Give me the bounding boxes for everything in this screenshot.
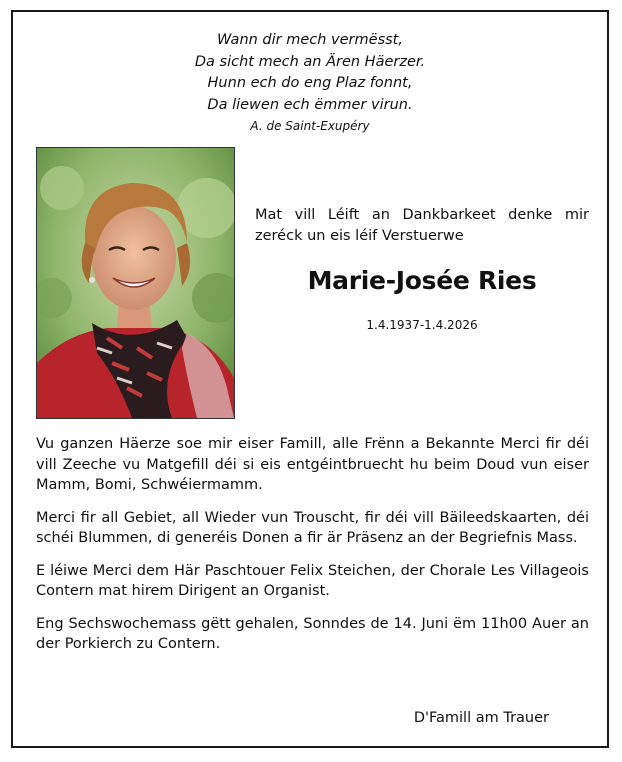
paragraph: Merci fir all Gebiet, all Wieder vun Trouscht, fir déi vill Bäileedskaarten, déi schéi Blummen, di generéis Donen a fir är Präsenz an der Begriefnis Mass. (36, 509, 589, 546)
paragraph: Eng Sechswochemass gëtt gehalen, Sonndes de 14. Juni ëm 11h00 Auer an der Porkierch zu Contern. (36, 615, 589, 652)
deceased-name: Marie-Josée Ries (307, 266, 537, 295)
life-dates: 1.4.1937-1.4.2026 (366, 318, 478, 332)
quote-line: Da liewen ech ëmmer virun. (207, 96, 413, 113)
portrait-photo (36, 147, 235, 419)
portrait-illustration (37, 148, 234, 418)
quote-line: Da sicht mech an Ären Häerzer. (194, 53, 426, 70)
memorial-quote (13, 30, 607, 136)
quote-author: A. de Saint-Exupéry (250, 119, 370, 133)
paragraph: Vu ganzen Häerze soe mir eiser Famill, alle Frënn a Bekannte Merci fir déi vill Zeeche vu Matgefill déi si eis entgéintbruecht hu beim Doud vun eiser Mamm, Bomi, Schwéiermamm. (36, 436, 589, 493)
quote-line: Hunn ech do eng Plaz fonnt, (207, 75, 413, 91)
intro-text: Mat vill Léift an Dankbarkeet denke mir zeréck un eis léif Verstuerwe (255, 207, 589, 244)
paragraph: E léiwe Merci dem Här Paschtouer Felix Steichen, der Chorale Les Villageois Contern mat hirem Dirigent an Organist. (36, 562, 589, 599)
obituary-frame (11, 10, 609, 748)
thanks-text (36, 434, 589, 667)
quote-line: Wann dir mech vermësst, (217, 32, 403, 48)
family-signature: D'Famill am Trauer (413, 710, 549, 726)
